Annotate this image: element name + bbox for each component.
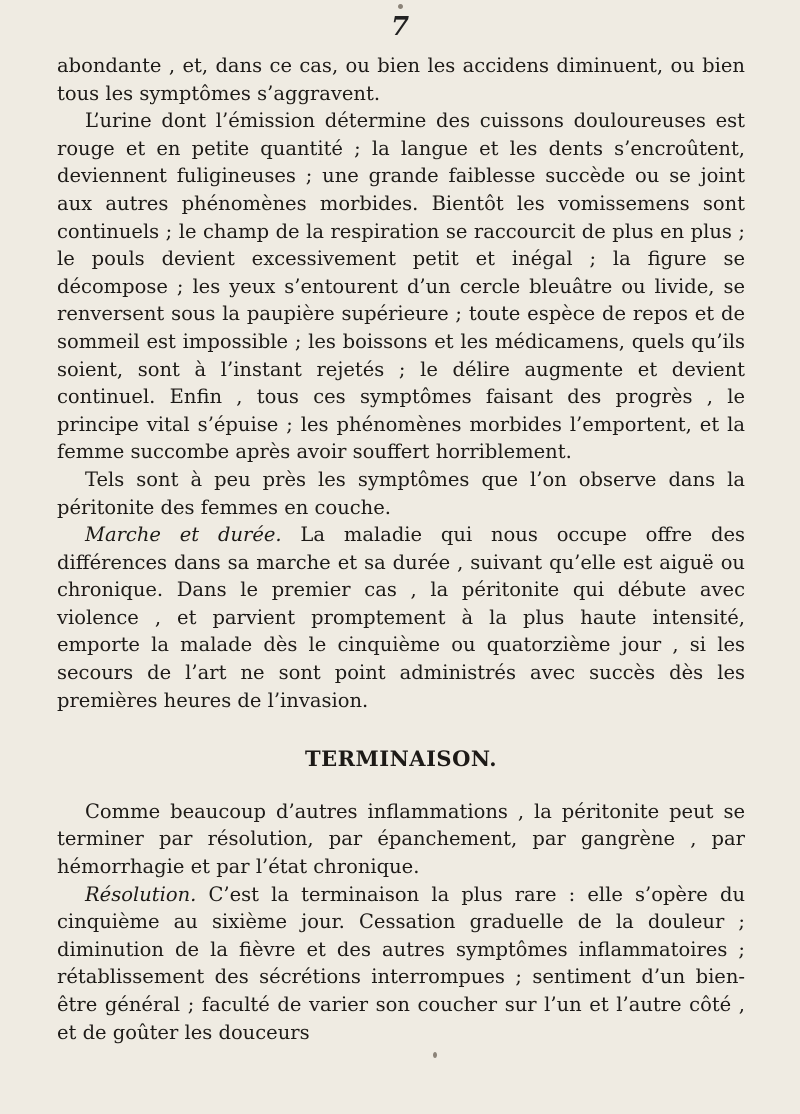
paragraph-resolution bbox=[57, 881, 745, 1047]
section-label-resolution: Résolution. bbox=[85, 882, 197, 906]
paragraph-resolution-text: C’est la terminaison la plus rare : elle s’opère du cinquième au sixième jour. Cessation graduelle de la douleur ; diminution de la fièvre et des autres symptômes inflammatoires ; rétablissement des sécrétions interrompues ; sentiment d’un bien-être général ; faculté de varier son coucher sur l’un et l’autre côté , et de goûter les douceurs bbox=[57, 882, 745, 1044]
paper-speck bbox=[433, 1052, 437, 1058]
paragraph: Comme beaucoup d’autres inflammations , la péritonite peut se terminer par résolution, par épanchement, par gangrène , par hémorrhagie et par l’état chronique. bbox=[57, 799, 745, 879]
paper-speck bbox=[398, 4, 403, 9]
section-heading: TERMINAISON. bbox=[304, 746, 498, 772]
paragraph-marche bbox=[57, 521, 745, 714]
body-text bbox=[57, 52, 745, 1046]
section-label-marche: Marche et durée. bbox=[85, 523, 282, 547]
paragraph: Tels sont à peu près les symptômes que l’on observe dans la péritonite des femmes en couche. bbox=[57, 467, 745, 519]
paragraph: L’urine dont l’émission détermine des cuissons douloureuses est rouge et en petite quantité ; la langue et les dents s’encroûtent, deviennent fuligineuses ; une grande faiblesse succède ou se joint aux autres phénomènes morbides. Bientôt les vomissemens sont continuels ; le champ de la respiration se raccourcit de plus en plus ; le pouls devient excessivement petit et inégal ; la figure se décompose ; les yeux s’entourent d’un cercle bleuâtre ou livide, se renversent sous la paupière supérieure ; toute espèce de repos et de sommeil est impossible ; les boissons et les médicamens, quels qu’ils soient, sont à l’instant rejetés ; le délire augmente et devient continuel. Enfin , tous ces symptômes faisant des progrès , le principe vital s’épuise ; les phénomènes morbides l’emportent, et la femme succombe après avoir souffert horriblement. bbox=[57, 109, 745, 464]
paragraph: abondante , et, dans ce cas, ou bien les accidens diminuent, ou bien tous les symptômes s’aggravent. bbox=[57, 54, 745, 105]
page-number: 7 bbox=[390, 12, 410, 42]
paragraph-marche-text: La maladie qui nous occupe offre des différences dans sa marche et sa durée , suivant qu’elle est aiguë ou chronique. Dans le premier cas , la péritonite qui débute avec violence , et parvient promptement à la plus haute intensité, emporte la malade dès le cinquième ou quatorzième jour , si les secours de l’art ne sont point administrés avec succès dès les premières heures de l’invasion. bbox=[57, 523, 745, 712]
